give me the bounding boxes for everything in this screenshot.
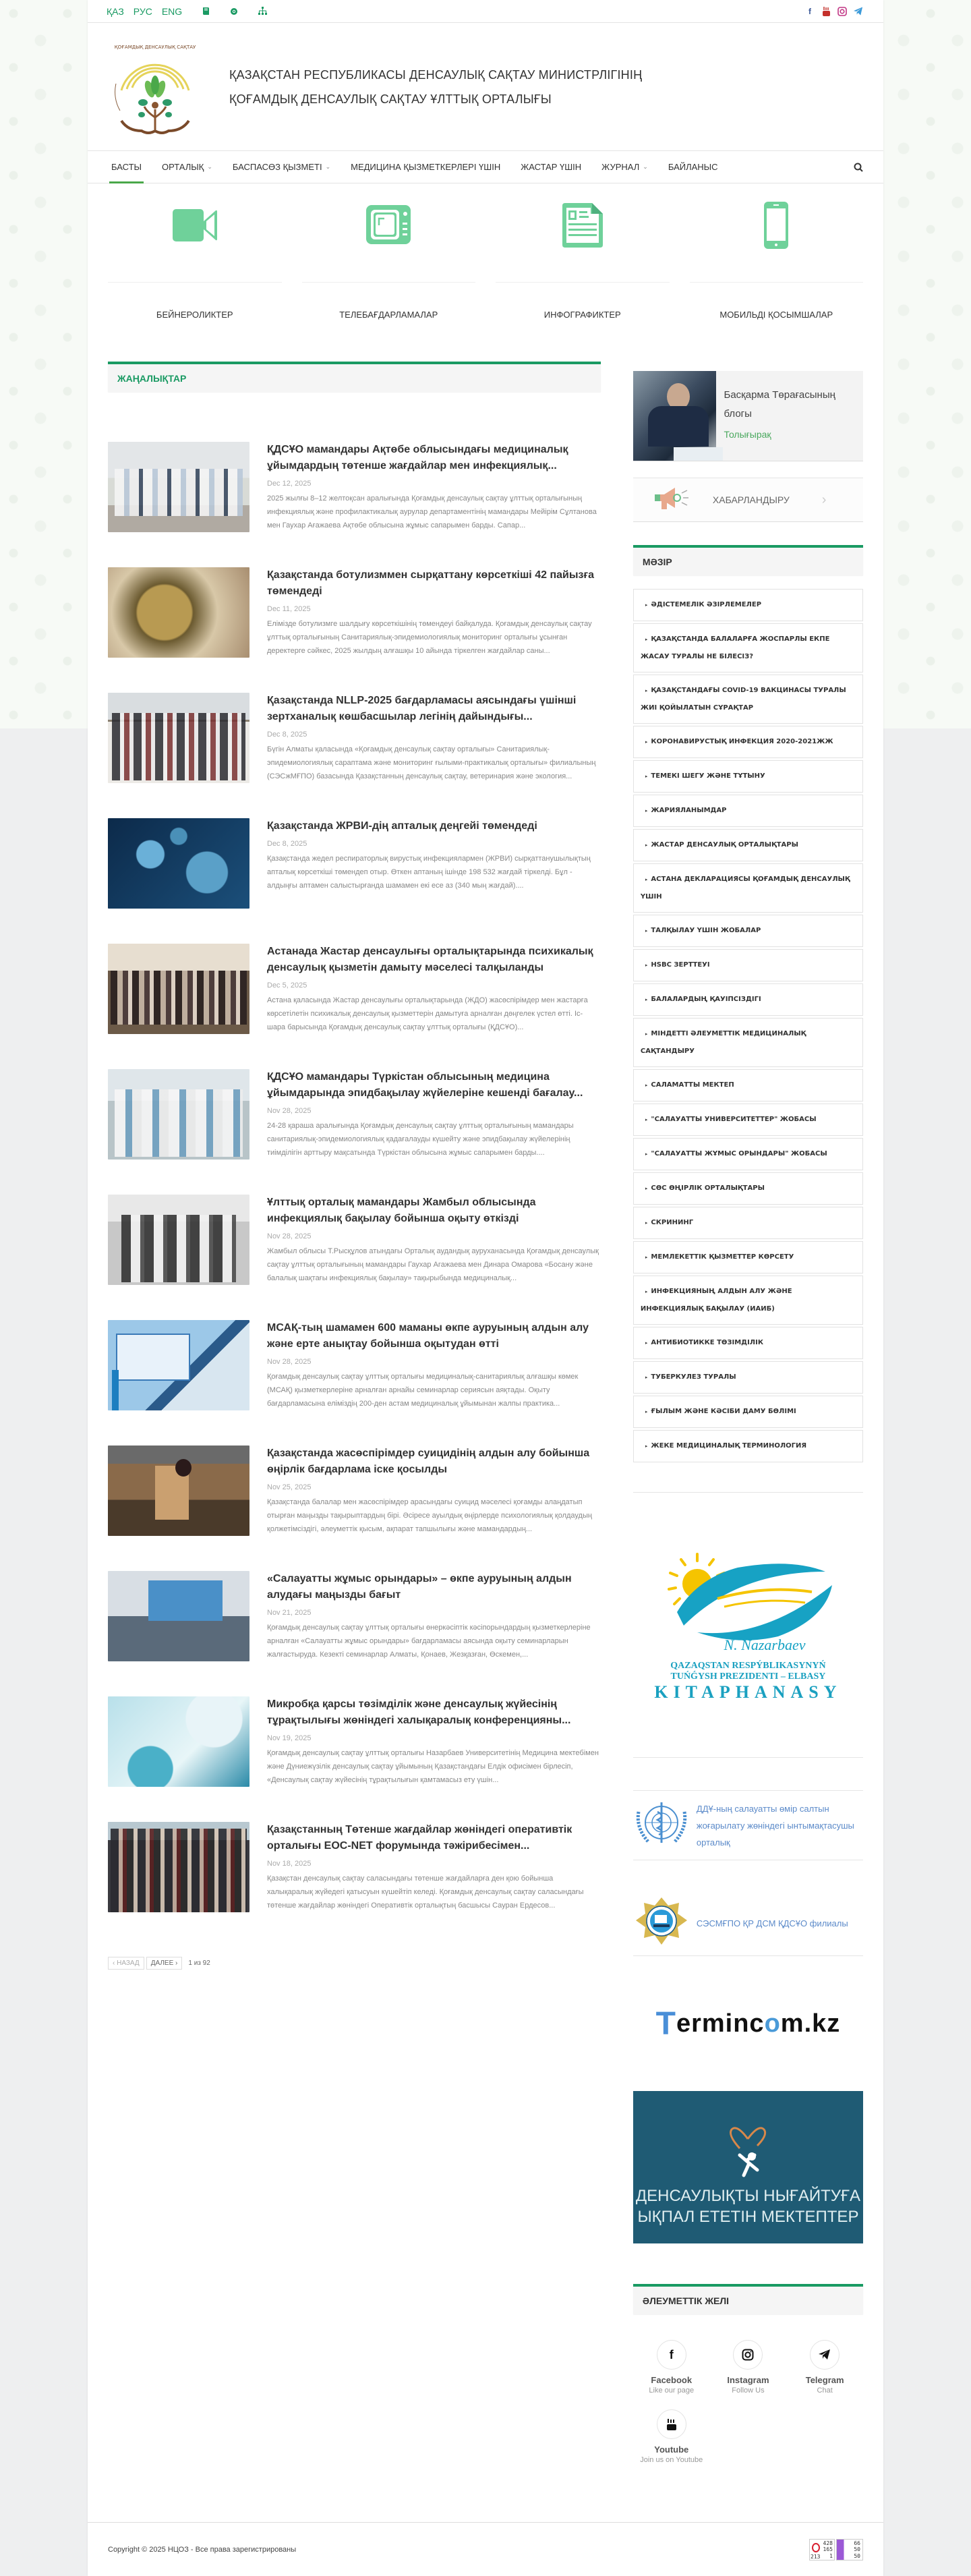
triangle-right-icon: ▸	[645, 1289, 648, 1294]
news-item[interactable]	[108, 442, 601, 567]
triangle-right-icon: ▸	[645, 1255, 648, 1260]
visitor-counters	[809, 2539, 863, 2560]
menu-item[interactable]	[633, 915, 863, 947]
news-title[interactable]: Қазақстанның Төтенше жағдайлар жөніндегі оперативтік орталығы EOC-NET форумында тәжірибесімен...	[267, 1824, 572, 1852]
termincom-t: T	[655, 2005, 676, 2042]
triangle-right-icon: ▸	[645, 842, 648, 848]
chairman-blog-card[interactable]	[633, 371, 863, 461]
news-title[interactable]: МСАҚ-тың шамамен 600 маманы өкпе ауруының алдын алу және ерте анықтау бойынша оқытудан өтті	[267, 1322, 589, 1350]
news-date: Nov 18, 2025	[267, 1860, 312, 1868]
triangle-right-icon: ▸	[645, 1220, 648, 1226]
instagram-icon	[733, 2340, 763, 2370]
library-line-3: KITAPHANASY	[654, 1682, 842, 1702]
menu-item[interactable]	[633, 675, 863, 724]
news-date: Dec 5, 2025	[267, 981, 307, 990]
news-item[interactable]	[108, 1571, 601, 1696]
termincom-text: erminc	[676, 2009, 765, 2038]
ses-emblem-icon	[633, 1896, 690, 1951]
news-item[interactable]	[108, 1069, 601, 1195]
menu-list	[633, 589, 863, 1462]
menu-item-label: ТАЛҚЫЛАУ ҮШІН ЖОБАЛАР	[651, 927, 761, 934]
menu-item-label: АСТАНА ДЕКЛАРАЦИЯСЫ ҚОҒАМДЫҚ ДЕНСАУЛЫҚ ҮШІН	[640, 876, 850, 900]
menu-item-label: ТЕМЕКІ ШЕГУ ЖӘНЕ ТҰТЫНУ	[651, 772, 765, 780]
site-header	[88, 23, 883, 151]
news-item[interactable]	[108, 1320, 601, 1446]
news-title[interactable]: ҚДСҰО мамандары Түркістан облысының медицина ұйымдарында эпидбақылау жүйелеріне кешенді бағалау...	[267, 1071, 583, 1099]
news-title[interactable]: Ұлттық орталық мамандары Жамбыл облысында инфекциялық бақылау бойынша оқыту өткізді	[267, 1197, 536, 1224]
chevron-down-icon: ⌄	[643, 163, 648, 170]
menu-item[interactable]	[633, 1018, 863, 1067]
lang-eng[interactable]: ENG	[161, 5, 183, 17]
nav-item-center[interactable]	[152, 151, 223, 183]
menu-item[interactable]	[633, 1104, 863, 1136]
organization-logo[interactable]	[108, 36, 202, 138]
eye-icon[interactable]	[229, 7, 239, 16]
magnifier-icon: o	[764, 2009, 781, 2038]
news-date: Nov 21, 2025	[267, 1609, 312, 1617]
news-thumbnail[interactable]	[108, 818, 249, 909]
triangle-right-icon: ▸	[645, 1031, 648, 1037]
mobile-phone-icon	[690, 196, 864, 255]
news-item[interactable]	[108, 944, 601, 1069]
social-network-block	[633, 2284, 863, 2464]
menu-item-label: HSBC ЗЕРТТЕУІ	[651, 961, 710, 969]
facebook-icon[interactable]: f	[808, 6, 811, 16]
social-heading: ӘЛЕУМЕТТІК ЖЕЛІ	[633, 2284, 863, 2314]
tv-icon	[302, 196, 476, 255]
pagination	[108, 1957, 601, 1970]
quick-link-label: ИНФОГРАФИКТЕР	[543, 310, 621, 320]
news-item[interactable]	[108, 1822, 601, 1947]
nav-label: БАЙЛАНЫС	[668, 162, 718, 172]
counter-value: 50	[854, 2552, 860, 2559]
news-excerpt: 24-28 қараша аралығында Қоғамдық денсаулық сақтау ұлттық орталығының мамандары санитариялық-эпидемиологиялық қадағалауды күшейту және эпидбақылау жүйелерінің тиімділігін арттыру мақсатында Түркістан облысына жұмыс сапарымен барды....	[267, 1122, 574, 1157]
menu-item[interactable]	[633, 983, 863, 1016]
menu-item[interactable]	[633, 1241, 863, 1273]
triangle-right-icon: ▸	[645, 1443, 648, 1449]
triangle-right-icon: ▸	[645, 637, 648, 642]
news-date: Dec 8, 2025	[267, 731, 307, 739]
counter-value: 66	[854, 2540, 860, 2546]
news-title[interactable]: Қазақстанда ЖРВИ-дің апталық деңгейі төмендеді	[267, 820, 537, 832]
newspaper-icon	[496, 196, 670, 255]
sitemap-icon[interactable]	[258, 7, 267, 16]
triangle-right-icon: ▸	[645, 808, 648, 813]
news-thumbnail[interactable]	[108, 1069, 249, 1160]
news-thumbnail[interactable]	[108, 944, 249, 1034]
news-excerpt: Жамбыл облысы Т.Рысқұлов атындағы Орталық аудандық ауруханасында Қоғамдық денсаулық сақтау ұлттық орталығының мамандары Гаухар Агажаева мен Динара Омарова «Босану және балалық шақтағы инфекциялық бақылау» тақырыбында медициналық...	[267, 1247, 599, 1282]
nav-item-press[interactable]	[223, 151, 341, 183]
nav-item-journal[interactable]	[591, 151, 658, 183]
youtube-icon[interactable]	[821, 6, 831, 17]
triangle-right-icon: ▸	[645, 1186, 648, 1191]
news-item[interactable]	[108, 1446, 601, 1571]
counter-value: 165	[823, 2546, 833, 2552]
quick-link-label: БЕЙНЕРОЛИКТЕР	[156, 310, 233, 320]
svg-text:N. Nazarbaev: N. Nazarbaev	[724, 1636, 806, 1653]
menu-item[interactable]	[633, 1069, 863, 1101]
youtube-icon	[657, 2409, 686, 2439]
news-title[interactable]: Қазақстанда NLLP-2025 бағдарламасы аясындағы үшінші зертханалық көшбасшылар легінің дайындығы...	[267, 695, 577, 722]
termincom-link[interactable]	[633, 1997, 863, 2051]
visitor-counter-1[interactable]	[809, 2539, 835, 2560]
page-info: 1 из 92	[188, 1959, 210, 1967]
menu-item-label: ИНФЕКЦИЯНЫҢ АЛДЫН АЛУ ЖӘНЕ ИНФЕКЦИЯЛЫҚ БАҚЫЛАУ (ИАИБ)	[640, 1288, 792, 1313]
read-more-link[interactable]: Толығырақ	[724, 429, 771, 440]
menu-item-label: ТУБЕРКУЛЕЗ ТУРАЛЫ	[651, 1373, 736, 1381]
main-content-area	[88, 362, 883, 2464]
news-date: Dec 8, 2025	[267, 840, 307, 848]
menu-item[interactable]	[633, 760, 863, 793]
nav-item-youth[interactable]	[510, 151, 591, 183]
menu-item[interactable]	[633, 1327, 863, 1359]
library-banner[interactable]	[633, 1525, 863, 1729]
search-icon[interactable]	[854, 151, 863, 183]
organization-title	[229, 63, 642, 111]
news-title[interactable]: Қазақстанда жасөспірімдер суицидінің алдын алу бойынша өңірлік бағдарлама іске қосылды	[267, 1448, 590, 1475]
next-page-button[interactable]: ДАЛЕЕ ›	[146, 1957, 183, 1970]
menu-item-label: ҒЫЛЫМ ЖӘНЕ КӘСІБИ ДАМУ БӨЛІМІ	[651, 1408, 796, 1415]
news-date: Nov 28, 2025	[267, 1107, 312, 1115]
social-instagram[interactable]	[710, 2340, 787, 2395]
menu-block	[633, 545, 863, 1462]
triangle-right-icon: ▸	[645, 1340, 648, 1346]
social-youtube[interactable]	[633, 2409, 710, 2464]
triangle-right-icon: ▸	[645, 997, 648, 1002]
divider	[108, 282, 282, 283]
news-excerpt: Қоғамдық денсаулық сақтау ұлттық орталығы Назарбаев Университетінің Медицина мектебімен және Дүниежүзілік денсаулық сақтау ұйымының Қазақстандағы Елдік офисімен бірлесіп, «Денсаулық сақтау жүйесінің тұрақтылығын қамтамасыз ету үшін...	[267, 1749, 599, 1784]
chevron-down-icon: ⌄	[325, 163, 331, 170]
social-subtitle: Join us on Youtube	[640, 2456, 703, 2464]
nav-item-home[interactable]	[101, 151, 152, 183]
social-name: Facebook	[651, 2375, 693, 2385]
schools-banner-text: ДЕНСАУЛЫҚТЫ НЫҒАЙТУҒА ЫҚПАЛ ЕТЕТІН МЕКТЕПТЕР	[635, 2187, 860, 2226]
news-excerpt: Қоғамдық денсаулық сақтау ұлттық орталығы өнеркәсіптік кәсіпорындардың қызметкерлеріне арналған «Салауатты жұмыс орындары» бағдарламасы аясында оқыту семинарларын жалғастыруда. Кезекті семинарлар Алматы, Қонаев, Жезқазған, Өскемен,...	[267, 1624, 591, 1659]
news-excerpt: Қазақстанда балалар мен жасөспірімдер арасындағы суицид мәселесі қоғамды алаңдатып отырған маңызды тақырыптардың бірі. Әсіресе ауылдық өңірлерде психологиялық қолдаудың қолжетімсіздігі, әлеуметтік қысым, ақпарат тапшылығы және мамандардың...	[267, 1498, 592, 1533]
triangle-right-icon: ▸	[645, 1117, 648, 1122]
news-column	[108, 362, 601, 2464]
counter-value: 213	[811, 2553, 821, 2560]
triangle-right-icon: ▸	[645, 688, 648, 693]
news-title[interactable]: ҚДСҰО мамандары Ақтөбе облысындағы медициналық ұйымдардың төтенше жағдайлар мен инфекциялық...	[267, 444, 568, 471]
news-thumbnail[interactable]	[108, 1446, 249, 1536]
social-telegram[interactable]	[786, 2340, 863, 2395]
triangle-right-icon: ▸	[645, 1083, 648, 1088]
divider	[496, 282, 670, 283]
counter-value: 50	[854, 2546, 860, 2552]
news-excerpt: Астана қаласында Жастар денсаулығы орталықтарында (ЖДО) жасөспірімдер мен жастарға көрсетілетін психикалық денсаулық қызметтерін дамытуға арналған дөңгелек үстел өтті. Іс-шара барысында Қоғамдық денсаулық сақтау ұлттық орталығы (ҚДСҰО)...	[267, 996, 588, 1031]
menu-item-label: МЕМЛЕКЕТТІК ҚЫЗМЕТТЕР КӨРСЕТУ	[651, 1253, 794, 1261]
visitor-counter-2[interactable]	[836, 2539, 863, 2560]
social-name: Instagram	[727, 2375, 769, 2385]
who-emblem-icon	[633, 1798, 690, 1853]
menu-item-label: "САЛАУАТТЫ ЖҰМЫС ОРЫНДАРЫ" ЖОБАСЫ	[651, 1150, 827, 1157]
triangle-right-icon: ▸	[645, 1151, 648, 1157]
svg-text:ҚОҒАМДЫҚ ДЕНСАУЛЫҚ САҚТАУ: ҚОҒАМДЫҚ ДЕНСАУЛЫҚ САҚТАУ	[114, 44, 196, 50]
lang-kaz[interactable]: ҚАЗ	[107, 5, 124, 17]
news-excerpt: Елімізде ботулизмге шалдығу көрсеткішінің төмендеуі байқалуда. Қоғамдық денсаулық сақтау ұлттық орталығының Санитариялық-эпидемиологиялық мониторинг орталығы ұсынған деректерге сәйкес, 2025 жылдың алғашқы 10 айында тіркелген жағдайлар саны...	[267, 620, 592, 655]
triangle-right-icon: ▸	[645, 1375, 648, 1380]
lang-rus[interactable]: РУС	[133, 5, 152, 17]
video-camera-icon	[108, 196, 282, 255]
social-subtitle: Chat	[817, 2386, 833, 2395]
news-title[interactable]: «Салауатты жұмыс орындары» – өкпе ауруының алдын алудағы маңызды бағыт	[267, 1573, 572, 1601]
social-subtitle: Follow Us	[732, 2386, 765, 2395]
news-thumbnail[interactable]	[108, 1696, 249, 1787]
megaphone-icon	[655, 485, 690, 515]
menu-item-label: АНТИБИОТИККЕ ТӨЗІМДІЛІК	[651, 1339, 763, 1346]
main-navigation	[88, 151, 883, 183]
counter-ring-icon	[811, 2542, 821, 2553]
news-title[interactable]: Микробқа қарсы төзімділік және денсаулық жүйесінің тұрақтылығы жөніндегі халықаралық конференцияны...	[267, 1698, 571, 1726]
triangle-right-icon: ▸	[645, 602, 648, 608]
blog-title: Басқарма Төрағасының блогы	[724, 389, 835, 420]
quick-link-label: ТЕЛЕБАҒДАРЛАМАЛАР	[339, 310, 438, 320]
triangle-right-icon: ▸	[645, 877, 648, 882]
menu-item[interactable]	[633, 589, 863, 621]
page-container	[88, 0, 883, 2576]
news-thumbnail[interactable]	[108, 1320, 249, 1410]
news-thumbnail[interactable]	[108, 442, 249, 532]
quick-link-videos[interactable]	[108, 196, 282, 320]
divider	[690, 282, 864, 283]
news-date: Dec 12, 2025	[267, 480, 312, 488]
menu-item[interactable]	[633, 863, 863, 913]
news-title[interactable]: Астанада Жастар денсаулығы орталықтарында психикалық денсаулық қызметін дамыту мәселесі талқыланды	[267, 946, 593, 973]
book-icon[interactable]	[201, 7, 210, 16]
news-excerpt: 2025 жылғы 8–12 желтоқсан аралығында Қоғамдық денсаулық сақтау ұлттық орталығының инфекциялық және профилактикалық аурулар департаментінің мамандары Мейірім Сұлтанова мен Гаухар Ағажаева Ақтөбе облысына жұмыс сапарымен барды. Сапар...	[267, 494, 597, 529]
social-subtitle: Like our page	[649, 2386, 695, 2395]
menu-item-label: ЖЕКЕ МЕДИЦИНАЛЫҚ ТЕРМИНОЛОГИЯ	[651, 1442, 807, 1450]
menu-item-label: ҚАЗАҚСТАНДА БАЛАЛАРҒА ЖОСПАРЛЫ ЕКПЕ ЖАСАУ ТУРАЛЫ НЕ БІЛЕСІЗ?	[640, 635, 830, 660]
news-date: Dec 11, 2025	[267, 605, 311, 613]
menu-item[interactable]	[633, 623, 863, 672]
who-text: ДДҰ-ның салауатты өмір салтын жоғарылату жөніндегі ынтымақтасушы орталық	[696, 1803, 854, 1848]
nav-item-contact[interactable]	[658, 151, 728, 183]
telegram-icon	[810, 2340, 840, 2370]
divider	[633, 1492, 863, 1493]
triangle-right-icon: ▸	[645, 1409, 648, 1414]
menu-item[interactable]	[633, 1396, 863, 1428]
chevron-right-icon: ›	[821, 492, 827, 507]
heart-runner-icon	[728, 2121, 768, 2185]
library-logo-icon	[657, 1551, 839, 1653]
news-date: Nov 19, 2025	[267, 1734, 312, 1742]
social-facebook[interactable]	[633, 2340, 710, 2395]
divider	[302, 282, 476, 283]
prev-page-button[interactable]: ‹ НАЗАД	[108, 1957, 144, 1970]
health-promoting-schools-banner[interactable]	[633, 2091, 863, 2243]
news-item[interactable]	[108, 693, 601, 818]
who-collaborating-centre-link[interactable]	[633, 1790, 863, 1860]
news-thumbnail[interactable]	[108, 1571, 249, 1661]
menu-item[interactable]	[633, 1207, 863, 1239]
news-excerpt: Қазақстанда жедел респираторлық вирустық инфекциялармен (ЖРВИ) сырқаттанушылықтың апталық көрсеткіші төмендеп отыр. Өткен аптаның ішінде 198 532 жағдай тіркелді. Бұл - алдыңғы аптамен салыстырғанда шамамен екі есе аз (340 мың жағдай)....	[267, 855, 591, 890]
announcements-label: ХАБАРЛАНДЫРУ	[712, 494, 790, 505]
termincom-domain: m.kz	[780, 2009, 841, 2038]
menu-item[interactable]	[633, 1430, 863, 1462]
news-item[interactable]	[108, 567, 601, 693]
news-list	[108, 442, 601, 1947]
menu-item-label: БАЛАЛАРДЫҢ ҚАУІПСІЗДІГІ	[651, 996, 761, 1003]
news-excerpt: Қоғамдық денсаулық сақтау ұлттық орталығы медициналық-санитариялық алғашқы көмек (МСАҚ) қызметкерлеріне арналған арнайы семинарлар сериясын аяқтады. Оқыту бағдарламасына еліміздің 200-ден астам медициналық ұйымынан жалпы практика...	[267, 1373, 579, 1408]
menu-item-label: МІНДЕТТІ ӘЛЕУМЕТТІК МЕДИЦИНАЛЫҚ САҚТАНДЫРУ	[640, 1030, 806, 1055]
news-item[interactable]	[108, 818, 601, 944]
news-section-heading: ЖАҢАЛЫҚТАР	[108, 362, 601, 392]
quick-links	[88, 196, 883, 320]
menu-item-label: ЖАРИЯЛАНЫМДАР	[651, 807, 727, 814]
top-bar	[88, 0, 883, 23]
triangle-right-icon: ▸	[645, 963, 648, 968]
facebook-icon: f	[657, 2340, 686, 2370]
copyright-text: Copyright © 2025 НЦОЗ - Все права зарегистрированы	[108, 2545, 297, 2554]
menu-item[interactable]	[633, 1361, 863, 1394]
menu-item[interactable]	[633, 1276, 863, 1325]
nav-item-medical-workers[interactable]	[341, 151, 510, 183]
news-thumbnail[interactable]	[108, 693, 249, 783]
menu-item[interactable]	[633, 949, 863, 981]
menu-item[interactable]	[633, 1138, 863, 1170]
menu-item-label: СӨС ӨҢІРЛІК ОРТАЛЫҚТАРЫ	[651, 1184, 765, 1192]
instagram-icon[interactable]	[837, 6, 847, 17]
social-name: Youtube	[654, 2444, 689, 2455]
news-thumbnail[interactable]	[108, 567, 249, 658]
library-line-2: TUŃǴYSH PREZIDENTI – ELBASY	[670, 1671, 826, 1682]
divider	[633, 1757, 863, 1758]
title-line-2: ҚОҒАМДЫҚ ДЕНСАУЛЫҚ САҚТАУ ҰЛТТЫҚ ОРТАЛЫҒЫ	[229, 92, 552, 106]
news-date: Nov 28, 2025	[267, 1232, 312, 1240]
news-item[interactable]	[108, 1696, 601, 1822]
counter-value: 1	[829, 2552, 833, 2559]
news-excerpt: Қазақстан денсаулық сақтау саласындағы төтенше жағдайларға ден қою бойынша халықаралық жүйедегі қатысуын күшейтіп келеді. Қоғамдық денсаулық сақтау саласындағы төтенше жағдайлар жөніндегі Оперативтік орталықтың басшысы Сауран Ердесов...	[267, 1874, 584, 1910]
library-line-1: QAZAQSTAN RESPÝBLIKASYNYŃ	[670, 1661, 826, 1671]
nav-label: МЕДИЦИНА ҚЫЗМЕТКЕРЛЕРІ ҮШІН	[351, 162, 501, 172]
telegram-icon[interactable]	[854, 6, 863, 17]
menu-item[interactable]	[633, 1172, 863, 1205]
title-line-1: ҚАЗАҚСТАН РЕСПУБЛИКАСЫ ДЕНСАУЛЫҚ САҚТАУ МИНИСТРЛІГІНІҢ	[229, 67, 643, 82]
triangle-right-icon: ▸	[645, 774, 648, 779]
menu-heading: МӘЗІР	[633, 545, 863, 575]
nav-label: ЖАСТАР ҮШІН	[521, 162, 582, 172]
counter-value: 428	[823, 2540, 833, 2546]
triangle-right-icon: ▸	[645, 739, 648, 745]
quick-link-tv[interactable]	[302, 196, 476, 320]
nav-label: ОРТАЛЫҚ	[162, 162, 204, 172]
news-date: Nov 25, 2025	[267, 1483, 312, 1491]
ses-text: СЭСМҒПО ҚР ДСМ ҚДСҰО филиалы	[696, 1918, 848, 1928]
sidebar	[633, 362, 863, 2464]
news-thumbnail[interactable]	[108, 1195, 249, 1285]
triangle-right-icon: ▸	[645, 928, 648, 934]
quick-link-infographics[interactable]	[496, 196, 670, 320]
quick-link-label: МОБИЛЬДІ ҚОСЫМШАЛАР	[719, 310, 833, 320]
news-item[interactable]	[108, 1195, 601, 1320]
chevron-down-icon: ⌄	[207, 163, 212, 170]
menu-item-label: ЖАСТАР ДЕНСАУЛЫҚ ОРТАЛЫҚТАРЫ	[651, 841, 798, 849]
quick-link-mobile-apps[interactable]	[690, 196, 864, 320]
menu-item[interactable]	[633, 726, 863, 758]
nav-label: БАСТЫ	[111, 162, 142, 172]
nav-label: БАСПАСӨЗ ҚЫЗМЕТІ	[232, 162, 322, 172]
menu-item-label: "САЛАУАТТЫ УНИВЕРСИТЕТТЕР" ЖОБАСЫ	[651, 1116, 817, 1123]
news-date: Nov 28, 2025	[267, 1358, 312, 1366]
menu-item-label: ӘДІСТЕМЕЛІК ӘЗІРЛЕМЕЛЕР	[651, 601, 762, 608]
nav-label: ЖУРНАЛ	[601, 162, 640, 172]
menu-item-label: САЛАМАТТЫ МЕКТЕП	[651, 1081, 734, 1089]
ses-branch-link[interactable]	[633, 1891, 863, 1956]
footer	[88, 2522, 883, 2576]
menu-item[interactable]	[633, 795, 863, 827]
news-title[interactable]: Қазақстанда ботулизммен сырқаттану көрсеткіші 42 пайызға төмендеді	[267, 569, 595, 597]
social-name: Telegram	[805, 2375, 844, 2385]
announcements-button[interactable]	[633, 478, 863, 522]
menu-item-label: ҚАЗАҚСТАНДАҒЫ COVID-19 ВАКЦИНАСЫ ТУРАЛЫ ЖИІ ҚОЙЫЛАТЫН СҰРАҚТАР	[640, 687, 846, 712]
menu-item-label: СКРИНИНГ	[651, 1219, 694, 1226]
chairman-photo	[633, 371, 716, 461]
menu-item-label: КОРОНАВИРУСТЫҚ ИНФЕКЦИЯ 2020-2021ЖЖ	[651, 738, 833, 745]
menu-item[interactable]	[633, 829, 863, 861]
news-excerpt: Бүгін Алматы қаласында «Қоғамдық денсаулық сақтау орталығы» Санитариялық-эпидемиологиялық сараптама және мониторинг ғылыми-практикалық орталығы» филиалының (СЭСжМҒПО) базасында Қазақстанның денсаулық сақтау, ветеринария және экология...	[267, 745, 596, 780]
news-thumbnail[interactable]	[108, 1822, 249, 1912]
